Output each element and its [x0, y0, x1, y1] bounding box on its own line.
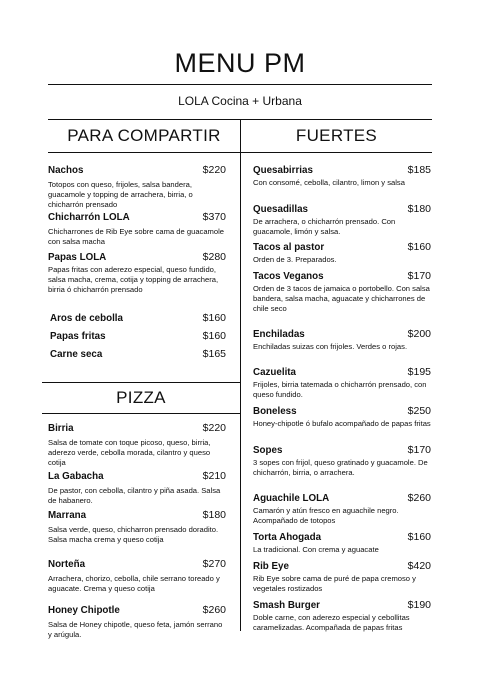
- menu-item: [50, 348, 226, 360]
- item-description: Camarón y atún fresco en aguachile negro. Acompañado de totopos: [253, 506, 399, 525]
- item-description: Doble carne, con aderezo especial y cebollitas caramelizadas. Acompañada de papas fritas: [253, 613, 410, 632]
- item-description: Honey-chipotle ó bufalo acompañado de papas fritas: [253, 419, 431, 428]
- item-description: Totopos con queso, frijoles, salsa bandera, guacamole y topping de arrachera, birria, o chicharrón prensado: [48, 180, 193, 209]
- item-price: $420: [407, 560, 431, 572]
- fuertes-heading: FUERTES: [295, 126, 378, 145]
- title-divider: [48, 84, 432, 85]
- item-price: $160: [407, 531, 431, 543]
- menu-item: [48, 164, 226, 210]
- menu-item: [253, 531, 431, 555]
- item-name: Tacos Veganos: [253, 271, 324, 282]
- column-divider: [240, 119, 241, 631]
- item-price: $220: [202, 164, 226, 176]
- pizza-heading: PIZZA: [116, 388, 166, 407]
- menu-item: [50, 330, 226, 342]
- menu-item: [50, 312, 226, 324]
- item-description: Orden de 3 tacos de jamaica o portobello. Con salsa bandera, salsa macha, aguacate y chicharrones de chile seco: [253, 284, 430, 313]
- item-price: $270: [202, 558, 226, 570]
- item-description: Salsa de Honey chipotle, queso feta, jamón serrano y arúgula.: [48, 620, 223, 639]
- item-name: Cazuelita: [253, 367, 297, 378]
- item-price: $260: [202, 604, 226, 616]
- item-description: De pastor, con cebolla, cilantro y piña asada. Salsa de habanero.: [48, 486, 221, 505]
- item-description: Rib Eye sobre cama de puré de papa cremoso y vegetales rostizados: [253, 574, 416, 593]
- menu-item: [253, 599, 431, 633]
- item-description: De arrachera, o chicharrón prensado. Con guacamole, limón y salsa.: [253, 217, 396, 236]
- item-price: $195: [407, 366, 431, 378]
- menu-item: [253, 492, 431, 526]
- item-price: $160: [202, 330, 226, 342]
- para-compartir-heading: PARA COMPARTIR: [67, 126, 221, 145]
- menu-item: [48, 604, 226, 640]
- item-name: Norteña: [48, 559, 86, 570]
- item-description: Arrachera, chorizo, cebolla, chile serrano toreado y aguacate. Crema y queso cotija: [48, 574, 220, 593]
- menu-item: [48, 211, 226, 247]
- item-name: Honey Chipotle: [48, 605, 120, 616]
- item-name: Aguachile LOLA: [253, 493, 330, 504]
- item-name: Quesadillas: [253, 204, 308, 215]
- item-price: $200: [407, 328, 431, 340]
- item-description: Salsa verde, queso, chicharron prensado doradito. Salsa macha crema y queso cotija: [48, 525, 219, 544]
- item-name: Smash Burger: [253, 600, 320, 611]
- item-price: $170: [407, 444, 431, 456]
- item-name: Sopes: [253, 445, 283, 456]
- menu-item: [253, 164, 431, 188]
- item-name: Papas LOLA: [48, 252, 107, 263]
- restaurant-name: LOLA Cocina + Urbana: [178, 94, 302, 108]
- item-price: $250: [407, 405, 431, 417]
- menu-item: [48, 509, 226, 545]
- item-name: Chicharrón LOLA: [48, 212, 130, 223]
- item-price: $260: [407, 492, 431, 504]
- item-description: Enchiladas suizas con frijoles. Verdes o rojas.: [253, 342, 408, 351]
- menu-item: [253, 241, 431, 265]
- item-name: Boneless: [253, 406, 297, 417]
- menu-item: [48, 558, 226, 594]
- item-description: Frijoles, birria tatemada o chicharrón prensado, con queso fundido.: [253, 380, 427, 399]
- item-price: $180: [202, 509, 226, 521]
- menu-item: [253, 328, 431, 352]
- item-price: $210: [202, 470, 226, 482]
- item-name: Enchiladas: [253, 329, 305, 340]
- item-price: $370: [202, 211, 226, 223]
- menu-item: [253, 405, 431, 429]
- item-description: 3 sopes con frijol, queso gratinado y guacamole. De chicharrón, birria, o arrachera.: [253, 458, 428, 477]
- item-name: Birria: [48, 423, 74, 434]
- item-price: $220: [202, 422, 226, 434]
- item-description: Salsa de tomate con toque picoso, queso, birria, aderezo verde, cebolla morada, cilantro y queso cotija: [48, 438, 211, 467]
- item-name: Torta Ahogada: [253, 532, 322, 543]
- item-name: Carne seca: [50, 349, 103, 360]
- item-name: La Gabacha: [48, 471, 104, 482]
- item-name: Papas fritas: [50, 331, 106, 342]
- item-description: Papas fritas con aderezo especial, queso fundido, salsa macha, crema, cotija y topping de arrachera, birria ó chicharrón prensado: [48, 265, 219, 294]
- item-description: La tradicional. Con crema y aguacate: [253, 545, 379, 554]
- item-name: Quesabirrias: [253, 165, 313, 176]
- page-title: MENU PM: [174, 48, 306, 78]
- item-name: Aros de cebolla: [50, 313, 123, 324]
- item-price: $180: [407, 203, 431, 215]
- item-price: $185: [407, 164, 431, 176]
- menu-item: [253, 560, 431, 594]
- menu-item: [253, 444, 431, 478]
- pizza-heading-divider: [42, 413, 240, 414]
- item-description: Orden de 3. Preparados.: [253, 255, 337, 264]
- item-price: $165: [202, 348, 226, 360]
- menu-item: [253, 366, 431, 400]
- menu-item: [48, 422, 226, 468]
- item-price: $160: [407, 241, 431, 253]
- menu-item: [48, 470, 226, 506]
- item-name: Tacos al pastor: [253, 242, 325, 253]
- item-name: Nachos: [48, 165, 84, 176]
- item-description: Chicharrones de Rib Eye sobre cama de guacamole con salsa macha: [48, 227, 225, 246]
- item-price: $280: [202, 251, 226, 263]
- item-price: $170: [407, 270, 431, 282]
- item-price: $190: [407, 599, 431, 611]
- menu-item: [48, 251, 226, 295]
- item-name: Rib Eye: [253, 561, 289, 572]
- item-name: Marrana: [48, 510, 87, 521]
- item-price: $160: [202, 312, 226, 324]
- menu-item: [253, 203, 431, 237]
- pizza-top-divider: [42, 382, 240, 383]
- item-description: Con consomé, cebolla, cilantro, limon y salsa: [253, 178, 405, 187]
- menu-item: [253, 270, 431, 314]
